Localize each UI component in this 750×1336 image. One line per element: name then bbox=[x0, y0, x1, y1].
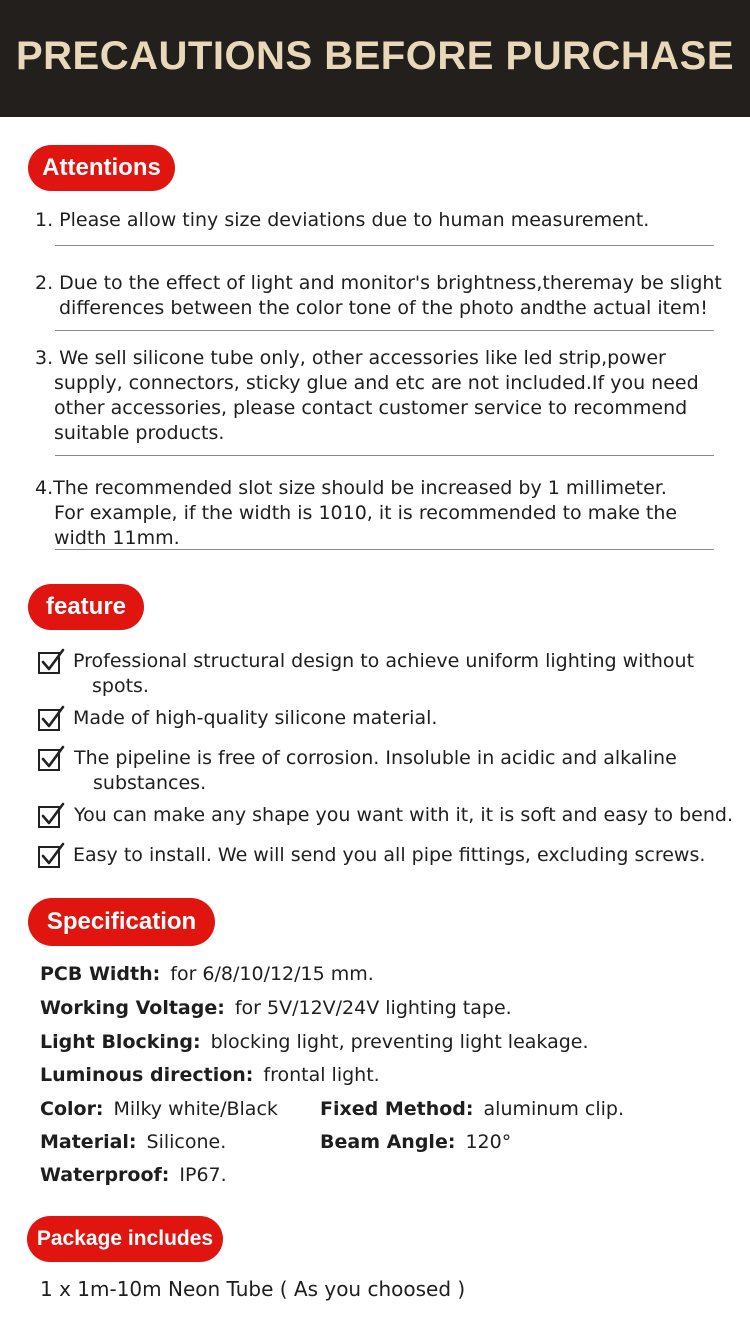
spec-row-beam-angle: Beam Angle: 120° bbox=[320, 1131, 512, 1153]
package-heading: Package includes bbox=[27, 1216, 223, 1262]
checkbox-icon bbox=[37, 647, 65, 675]
specification-heading: Specification bbox=[28, 898, 215, 946]
spec-row-pcb-width: PCB Width: for 6/8/10/12/15 mm. bbox=[40, 963, 374, 985]
feature-item-2: Made of high-quality silicone material. bbox=[73, 707, 438, 729]
attention-item-3: 3. We sell silicone tube only, other accessories like led strip,power supply, connectors, sticky glue and etc are not included.If you need other accessories, please contact customer service to recommend suitable products. bbox=[35, 347, 699, 444]
feature-item-1: Professional structural design to achieve uniform lighting without spots. bbox=[73, 650, 695, 697]
spec-row-material: Material: Silicone. bbox=[40, 1131, 227, 1153]
attentions-heading: Attentions bbox=[28, 145, 175, 191]
divider bbox=[55, 549, 714, 550]
divider bbox=[55, 330, 714, 331]
checkbox-icon bbox=[37, 704, 65, 732]
attention-item-2: 2. Due to the effect of light and monitor's brightness,theremay be slight differences between the color tone of the photo andthe actual item! bbox=[35, 272, 722, 319]
feature-item-3: The pipeline is free of corrosion. Insoluble in acidic and alkaline substances. bbox=[74, 747, 677, 794]
page-title: PRECAUTIONS BEFORE PURCHASE bbox=[15, 34, 734, 78]
spec-row-light-blocking: Light Blocking: blocking light, preventing light leakage. bbox=[40, 1031, 589, 1053]
divider bbox=[55, 455, 714, 456]
spec-row-working-voltage: Working Voltage: for 5V/12V/24V lighting tape. bbox=[40, 997, 512, 1019]
checkbox-icon bbox=[37, 744, 65, 772]
spec-row-color: Color: Milky white/Black bbox=[40, 1098, 278, 1120]
divider bbox=[55, 245, 714, 246]
spec-row-luminous-direction: Luminous direction: frontal light. bbox=[40, 1064, 380, 1086]
feature-item-4: You can make any shape you want with it, it is soft and easy to bend. bbox=[74, 804, 733, 826]
spec-row-fixed-method: Fixed Method: aluminum clip. bbox=[320, 1098, 625, 1120]
checkbox-icon bbox=[37, 801, 65, 829]
attention-item-4: 4.The recommended slot size should be increased by 1 millimeter. For example, if the width is 1010, it is recommended to make the width 11mm. bbox=[35, 477, 678, 549]
feature-heading: feature bbox=[28, 584, 144, 630]
attention-item-1: 1. Please allow tiny size deviations due to human measurement. bbox=[35, 209, 650, 231]
spec-row-waterproof: Waterproof: IP67. bbox=[40, 1164, 227, 1186]
feature-item-5: Easy to install. We will send you all pipe fittings, excluding screws. bbox=[73, 844, 706, 866]
package-item: 1 x 1m-10m Neon Tube ( As you choosed ) bbox=[40, 1277, 466, 1301]
header-banner bbox=[0, 0, 750, 117]
checkbox-icon bbox=[37, 841, 65, 869]
